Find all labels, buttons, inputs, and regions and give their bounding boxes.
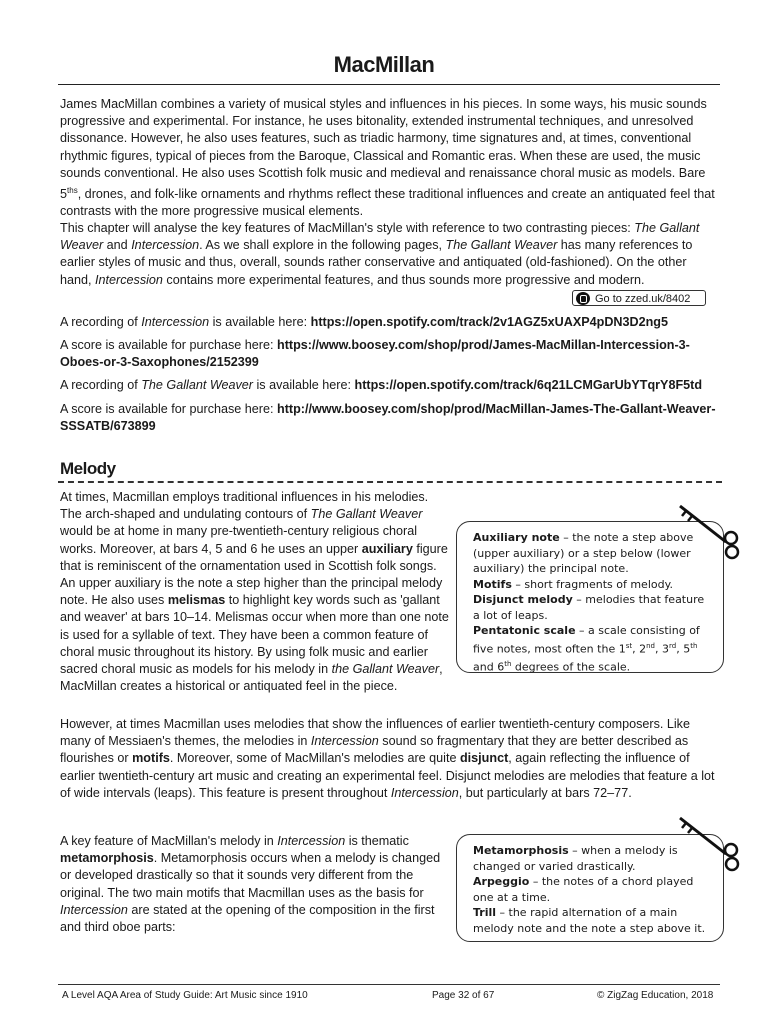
glossary-entry: Auxiliary note – the note a step above (upper auxiliary) or a step below (lower auxiliary) the principal note. <box>473 531 694 575</box>
melody-paragraph-2: However, at times Macmillan uses melodies that show the influences of earlier twentieth-century composers. Like many of Messiaen's themes, the melodies in Intercession sound so fragmentary that they are better described as flourishes or motifs. Moreover, some of MacMillan's melodies are quite disjunct, again reflecting the influence of earlier twentieth-century art music and creating an experimental feel. Disjunct melodies are melodies that feature a lot of wide intervals (leaps). This feature is present throughout Intercession, but particularly at bars 72–77. <box>60 717 715 800</box>
glossary-entry: Metamorphosis – when a melody is changed or varied drastically. <box>473 844 678 873</box>
link-line-2: A score is available for purchase here: https://www.boosey.com/shop/prod/James-MacMillan-Intercession-3-Oboes-or-3-Saxophones/2152399 <box>60 338 690 370</box>
intro-paragraph-2: This chapter will analyse the key features of MacMillan's style with reference to two contrasting pieces: The Gallant Weaver and Intercession. As we shall explore in the following pages, The Gallant Weaver has many references to earlier styles of music and thus, overall, sounds rather conservative and antiquated (old-fashioned). On the other hand, Intercession contains more experimental features, and thus sounds more progressive and modern. <box>60 221 700 287</box>
glossary-entry: Trill – the rapid alternation of a main melody note and the note a step above it. <box>473 906 706 935</box>
recording-link-gallant-weaver[interactable]: https://open.spotify.com/track/6q21LCMGarUbYTqrY8F5td <box>354 378 703 392</box>
page-title: MacMillan <box>333 52 435 77</box>
key-icon <box>676 812 748 874</box>
mouse-icon <box>576 292 590 305</box>
section-divider <box>58 481 722 483</box>
footer-copyright: © ZigZag Education, 2018 <box>597 990 714 1001</box>
melody-paragraph-3: A key feature of MacMillan's melody in Intercession is thematic metamorphosis. Metamorphosis occurs when a melody is changed or developed drastically so that it sounds very different from the original. The two main motifs that Macmillan uses as the basis for Intercession are stated at the opening of the composition in the first and third oboe parts: <box>60 834 441 935</box>
key-icon <box>676 500 748 562</box>
score-link-intercession[interactable]: https://www.boosey.com/shop/prod/James-MacMillan-Intercession-3-Oboes-or-3-Saxophones/2152399 <box>60 338 690 370</box>
glossary-entry: Arpeggio – the notes of a chord played one at a time. <box>473 875 694 904</box>
glossary-entry: Motifs – short fragments of melody. <box>473 577 674 591</box>
link-line-1: A recording of Intercession is available here: https://open.spotify.com/track/2v1AGZ5xUAXP4pDN3D2ng5 <box>60 315 669 329</box>
melody-paragraph-1: At times, Macmillan employs traditional influences in his melodies. The arch-shaped and undulating contours of The Gallant Weaver would be at home in many pre-twentieth-century religious choral works. Moreover, at bars 4, 5 and 6 he uses an upper auxiliary figure that is reminiscent of the ornamentation used in Scottish folk songs. An upper auxiliary is the note a step higher than the principal melody note. He also uses melismas to highlight key words such as 'gallant and weaver' at bars 10–14. Melismas occur when more than one note is used for a syllable of text. They have been a common feature of choral music throughout its history. By using folk music and earlier sacred choral music as models for his melody in the Gallant Weaver, MacMillan creates a historical or antiquated feel in the piece. <box>60 490 449 694</box>
recording-link-intercession[interactable]: https://open.spotify.com/track/2v1AGZ5xUAXP4pDN3D2ng5 <box>310 315 669 329</box>
title-divider <box>58 84 720 85</box>
link-line-4: A score is available for purchase here: http://www.boosey.com/shop/prod/MacMillan-James-The-Gallant-Weaver-SSSATB/673899 <box>60 402 716 434</box>
link-line-3: A recording of The Gallant Weaver is available here: https://open.spotify.com/track/6q21LCMGarUbYTqrY8F5td <box>60 378 703 392</box>
footer-divider <box>58 984 720 985</box>
section-heading-melody: Melody <box>60 459 116 478</box>
intro-paragraph-1: James MacMillan combines a variety of musical styles and influences in his pieces. In some ways, his music sounds progressive and experimental. For instance, he uses bitonality, extended instrumental techniques, and unresolved dissonance. However, he also uses features, such as triadic harmony, time signatures and, at times, conventional rhythmic figures, typical of pieces from the Baroque, Classical and Romantic eras. When these are used, the music sounds conventional. He also uses Scottish folk music and medieval and renaissance choral music as models. Bare $5^{ths}$, drones, and folk-like ornaments and rhythms reflect these traditional influences and create an antiquated feel that contrasts with the more progressive musical elements. <box>60 97 715 219</box>
zzed-link-button[interactable]: Go to zzed.uk/8402 <box>572 290 706 306</box>
footer-guide-title: A Level AQA Area of Study Guide: Art Music since 1910 <box>62 990 308 1001</box>
glossary-entry: Pentatonic scale – a scale consisting of five notes, most often the 1st, 2nd, 3rd, 5th and 6th degrees of the scale. <box>473 624 700 674</box>
glossary-entry: Disjunct melody – melodies that feature a lot of leaps. <box>473 593 705 622</box>
footer-page-number: Page 32 of 67 <box>432 990 495 1001</box>
score-link-gallant-weaver[interactable]: http://www.boosey.com/shop/prod/MacMillan-James-The-Gallant-Weaver-SSSATB/673899 <box>60 402 716 434</box>
